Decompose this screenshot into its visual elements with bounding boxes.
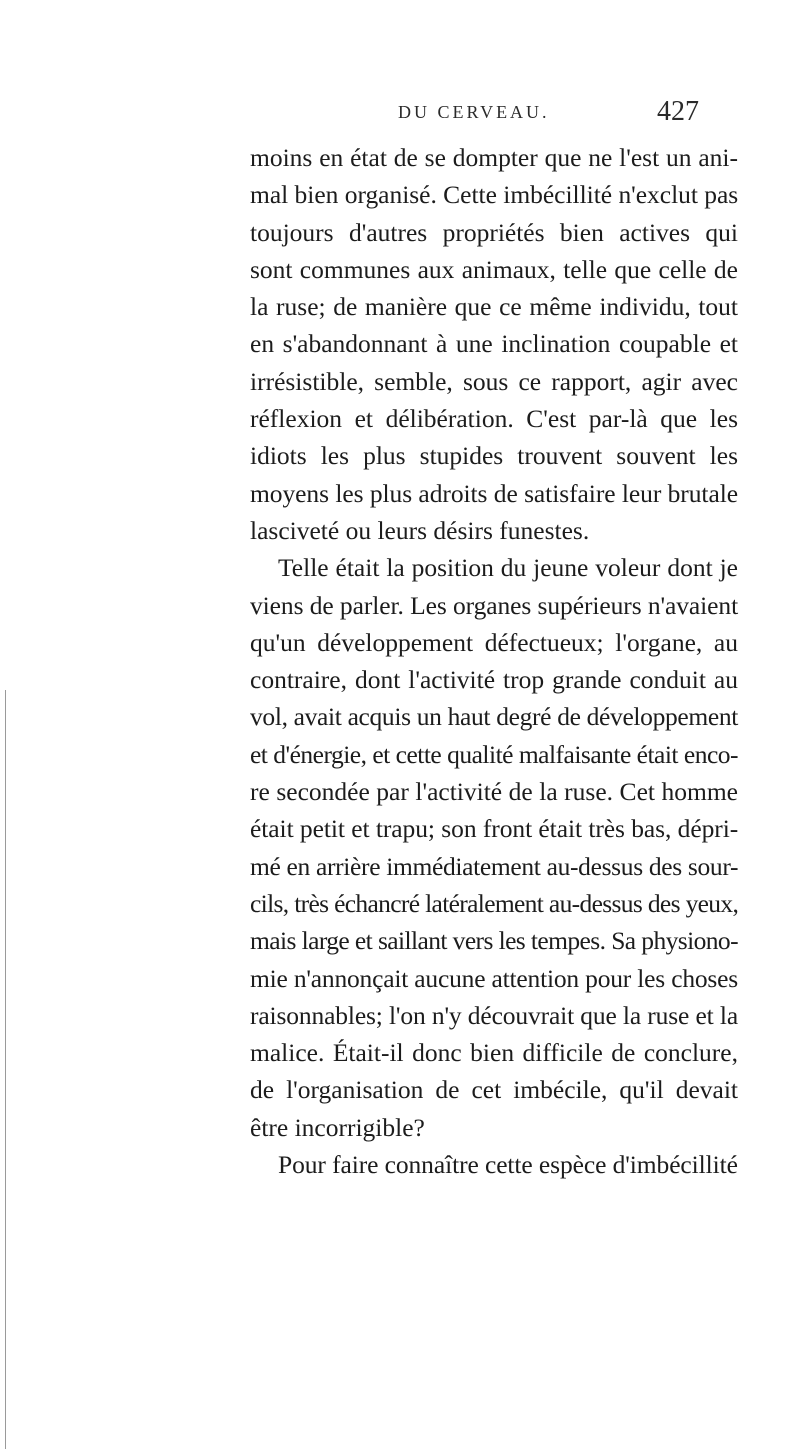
text-line: viens de parler. Les organes supérieurs n'avaient bbox=[250, 590, 739, 620]
text-line: cils, très échancré latéralement au-dessus des yeux, bbox=[250, 888, 739, 918]
text-line: moyens les plus adroits de satisfaire leur brutale bbox=[250, 478, 738, 508]
text-line: raisonnables; l'on n'y découvrait que la ruse et la bbox=[250, 1000, 738, 1030]
text-line: était petit et trapu; son front était très bas, dépri- bbox=[250, 814, 739, 844]
text-line: mais large et saillant vers les tempes. Sa physiono- bbox=[250, 926, 738, 956]
text-line: être incorrigible? bbox=[250, 1112, 425, 1142]
text-line: de l'organisation de cet imbécile, qu'il devait bbox=[250, 1075, 738, 1105]
text-line: irrésistible, semble, sous ce rapport, agir avec bbox=[250, 366, 738, 396]
paragraph-first-line: Telle était la position du jeune voleur dont je bbox=[278, 553, 738, 583]
text-line: lasciveté ou leurs désirs funestes. bbox=[250, 515, 590, 545]
text-line: mie n'annonçait aucune attention pour les choses bbox=[250, 963, 738, 993]
text-line: et d'énergie, et cette qualité malfaisante était enco- bbox=[250, 739, 738, 769]
text-line: contraire, dont l'activité trop grande conduit au bbox=[250, 665, 738, 695]
text-line: mé en arrière immédiatement au-dessus des sour- bbox=[250, 851, 739, 881]
running-head: DU CERVEAU. bbox=[398, 102, 550, 122]
text-line: en s'abandonnant à une inclination coupable et bbox=[250, 329, 738, 359]
text-line: malice. Était-il donc bien difficile de conclure, bbox=[250, 1038, 738, 1068]
text-line: toujours d'autres propriétés bien actives qui bbox=[250, 217, 738, 247]
paragraph-first-line: Pour faire connaître cette espèce d'imbécillité bbox=[278, 1150, 738, 1180]
text-line: sont communes aux animaux, telle que celle de bbox=[250, 254, 738, 284]
body-text bbox=[250, 139, 738, 1183]
page-header bbox=[0, 96, 800, 136]
text-line: qu'un développement défectueux; l'organe, au bbox=[250, 627, 738, 657]
text-line: vol, avait acquis un haut degré de développement bbox=[250, 702, 738, 732]
page-number: 427 bbox=[657, 96, 699, 127]
text-line: la ruse; de manière que ce même individu, tout bbox=[250, 292, 738, 322]
text-line: mal bien organisé. Cette imbécillité n'exclut pas bbox=[250, 180, 739, 210]
page-edge-shadow bbox=[5, 690, 6, 1449]
text-line: moins en état de se dompter que ne l'est un ani- bbox=[250, 143, 738, 172]
text-line: re secondée par l'activité de la ruse. Cet homme bbox=[250, 777, 738, 807]
text-line: idiots les plus stupides trouvent souvent les bbox=[250, 441, 738, 471]
text-line: réflexion et délibération. C'est par-là que les bbox=[250, 404, 738, 434]
